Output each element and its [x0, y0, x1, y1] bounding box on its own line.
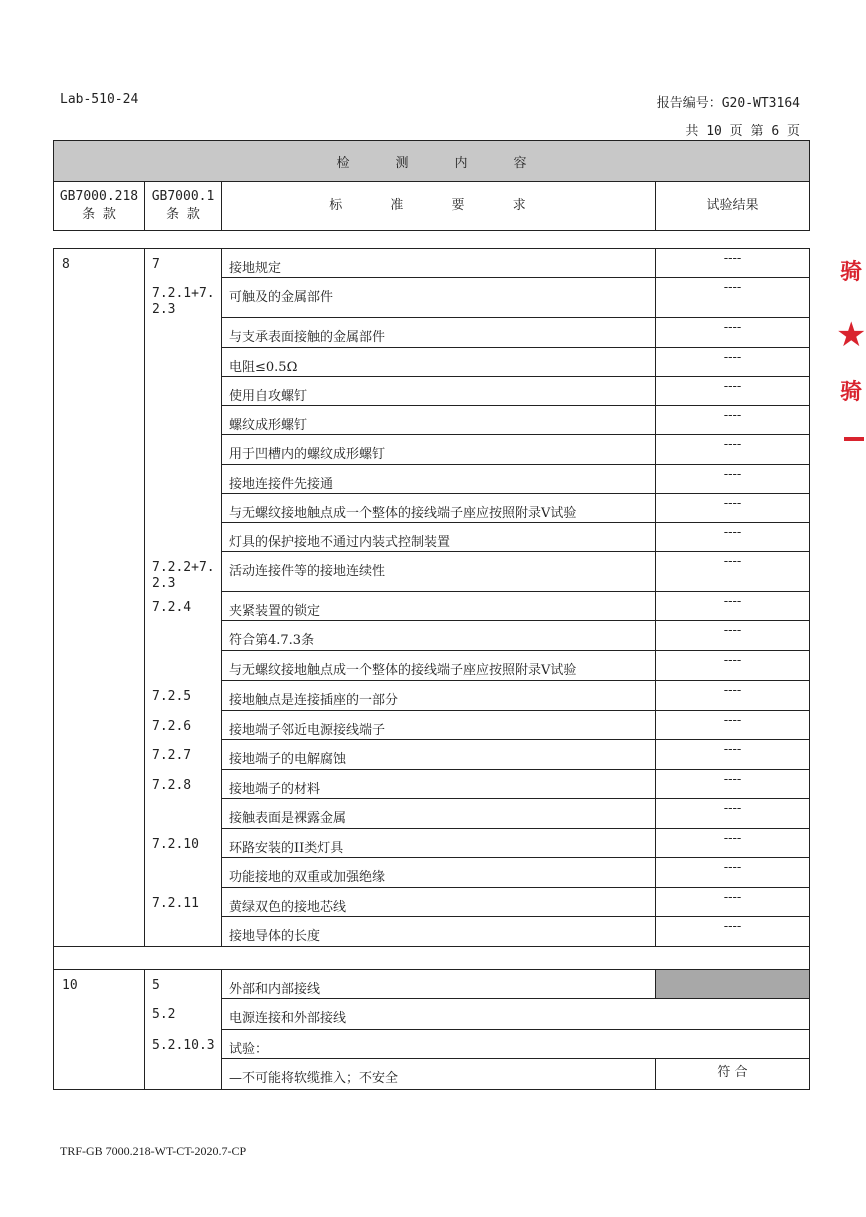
- subclause-cell: 7.2.6: [145, 711, 222, 740]
- result-cell: ----: [656, 621, 810, 651]
- requirement-cell: 螺纹成形螺钉: [222, 406, 656, 435]
- subclause-cell: [145, 348, 222, 377]
- table-row: [54, 711, 810, 740]
- requirement-cell: 与无螺纹接地触点成一个整体的接线端子座应按照附录V试验: [222, 494, 656, 523]
- requirement-cell: 黄绿双色的接地芯线: [222, 888, 656, 917]
- requirement-cell: 符合第4.7.3条: [222, 621, 656, 651]
- subclause-cell: [145, 494, 222, 523]
- clause-cell: 8: [54, 249, 145, 947]
- result-cell: ----: [656, 592, 810, 621]
- requirement-cell: 可触及的金属部件: [222, 278, 656, 318]
- table-row: [54, 249, 810, 278]
- requirement-cell: 使用自攻螺钉: [222, 377, 656, 406]
- inspection-table: [53, 248, 810, 1090]
- result-cell: ----: [656, 494, 810, 523]
- col2-header-line1: GB7000.1: [151, 189, 215, 204]
- col1-header-line1: GB7000.218: [59, 189, 139, 204]
- result-cell: ----: [656, 651, 810, 681]
- table-row: [54, 494, 810, 523]
- requirement-cell: 接地端子的材料: [222, 770, 656, 799]
- table-row: [54, 917, 810, 947]
- table-row: [54, 465, 810, 494]
- result-cell: ----: [656, 552, 810, 592]
- subclause-cell: 7.2.4: [145, 592, 222, 621]
- result-cell: ----: [656, 278, 810, 318]
- requirement-cell: 与无螺纹接地触点成一个整体的接线端子座应按照附录V试验: [222, 651, 656, 681]
- subclause-cell: [145, 1059, 222, 1090]
- result-cell: ----: [656, 711, 810, 740]
- table-row: [54, 592, 810, 621]
- table-row: [54, 1030, 810, 1059]
- requirement-cell: 外部和内部接线: [222, 970, 656, 999]
- col2-header-line2: 条 款: [166, 207, 200, 222]
- requirement-cell: 接地触点是连接插座的一部分: [222, 681, 656, 711]
- result-cell: ----: [656, 770, 810, 799]
- subclause-cell: [145, 799, 222, 829]
- requirement-cell: 接地规定: [222, 249, 656, 278]
- subclause-cell: 7.2.10: [145, 829, 222, 858]
- subclause-cell: [145, 465, 222, 494]
- table-row: [54, 999, 810, 1030]
- clause-cell: 10: [54, 970, 145, 1090]
- result-cell: [656, 970, 810, 999]
- result-cell: ----: [656, 888, 810, 917]
- requirement-cell: 电阻≤0.5Ω: [222, 348, 656, 377]
- subclause-cell: [145, 435, 222, 465]
- table-row: [54, 681, 810, 711]
- table-row: [54, 406, 810, 435]
- subclause-cell: [145, 858, 222, 888]
- table-row: [54, 318, 810, 348]
- result-cell: ----: [656, 523, 810, 552]
- result-cell: ----: [656, 465, 810, 494]
- table-header: [53, 140, 810, 231]
- section-gap-row: [54, 947, 810, 970]
- table-row: [54, 770, 810, 799]
- subclause-cell: [145, 621, 222, 651]
- subclause-cell: 5.2: [145, 999, 222, 1030]
- result-cell: ----: [656, 681, 810, 711]
- requirement-cell: 功能接地的双重或加强绝缘: [222, 858, 656, 888]
- subclause-cell: [145, 377, 222, 406]
- subclause-cell: [145, 917, 222, 947]
- requirement-cell: 用于凹槽内的螺纹成形螺钉: [222, 435, 656, 465]
- seal-stamp: 骑 ★ 骑: [840, 255, 866, 445]
- result-cell: ----: [656, 377, 810, 406]
- report-number: 报告编号：G20-WT3164: [656, 96, 800, 111]
- table-row: [54, 858, 810, 888]
- subclause-cell: [145, 651, 222, 681]
- result-cell: ----: [656, 858, 810, 888]
- result-cell: ----: [656, 249, 810, 278]
- table-row: [54, 621, 810, 651]
- lab-id: Lab-510-24: [60, 92, 139, 107]
- requirement-cell: 环路安装的II类灯具: [222, 829, 656, 858]
- col1-header: [54, 182, 145, 231]
- table-row: [54, 435, 810, 465]
- result-cell: ----: [656, 829, 810, 858]
- table-row: [54, 1059, 810, 1090]
- requirement-cell: 与支承表面接触的金属部件: [222, 318, 656, 348]
- requirement-cell: 试验：: [222, 1030, 810, 1059]
- subclause-cell: 7.2.7: [145, 740, 222, 770]
- section-gap-cell: [54, 947, 810, 970]
- col1-header-line2: 条 款: [82, 207, 116, 222]
- subclause-cell: [145, 318, 222, 348]
- col4-header: 试验结果: [656, 182, 810, 231]
- result-cell: ----: [656, 799, 810, 829]
- result-cell: ----: [656, 406, 810, 435]
- result-cell: ----: [656, 917, 810, 947]
- subclause-cell: 7: [145, 249, 222, 278]
- requirement-cell: —不可能将软缆推入；不安全: [222, 1059, 656, 1090]
- table-row: [54, 348, 810, 377]
- table-row: [54, 740, 810, 770]
- result-cell: ----: [656, 318, 810, 348]
- subclause-cell: 7.2.2+7. 2.3: [145, 552, 222, 592]
- requirement-cell: 电源连接和外部接线: [222, 999, 810, 1030]
- result-cell: ----: [656, 348, 810, 377]
- requirement-cell: 接地端子邻近电源接线端子: [222, 711, 656, 740]
- requirement-cell: 夹紧装置的锁定: [222, 592, 656, 621]
- result-cell: ----: [656, 435, 810, 465]
- table-title: 检测内容: [54, 141, 810, 182]
- table-row: [54, 523, 810, 552]
- table-row: [54, 970, 810, 999]
- requirement-cell: 接地连接件先接通: [222, 465, 656, 494]
- subclause-cell: 7.2.8: [145, 770, 222, 799]
- subclause-cell: 7.2.1+7. 2.3: [145, 278, 222, 318]
- page-info: 共 10 页 第 6 页: [685, 124, 800, 139]
- footer-form-id: TRF-GB 7000.218-WT-CT-2020.7-CP: [60, 1144, 247, 1158]
- requirement-cell: 活动连接件等的接地连续性: [222, 552, 656, 592]
- subclause-cell: 7.2.11: [145, 888, 222, 917]
- table-row: [54, 278, 810, 318]
- subclause-cell: 5: [145, 970, 222, 999]
- table-row: [54, 377, 810, 406]
- table-row: [54, 552, 810, 592]
- col2-header: [145, 182, 222, 231]
- col3-header: 标 准 要 求: [222, 182, 656, 231]
- result-cell: ----: [656, 740, 810, 770]
- subclause-cell: 5.2.10.3: [145, 1030, 222, 1059]
- table-row: [54, 888, 810, 917]
- subclause-cell: 7.2.5: [145, 681, 222, 711]
- requirement-cell: 接触表面是裸露金属: [222, 799, 656, 829]
- table-row: [54, 829, 810, 858]
- table-row: [54, 799, 810, 829]
- result-cell: 符 合: [656, 1059, 810, 1090]
- requirement-cell: 灯具的保护接地不通过内装式控制装置: [222, 523, 656, 552]
- subclause-cell: [145, 406, 222, 435]
- table-row: [54, 651, 810, 681]
- subclause-cell: [145, 523, 222, 552]
- requirement-cell: 接地导体的长度: [222, 917, 656, 947]
- requirement-cell: 接地端子的电解腐蚀: [222, 740, 656, 770]
